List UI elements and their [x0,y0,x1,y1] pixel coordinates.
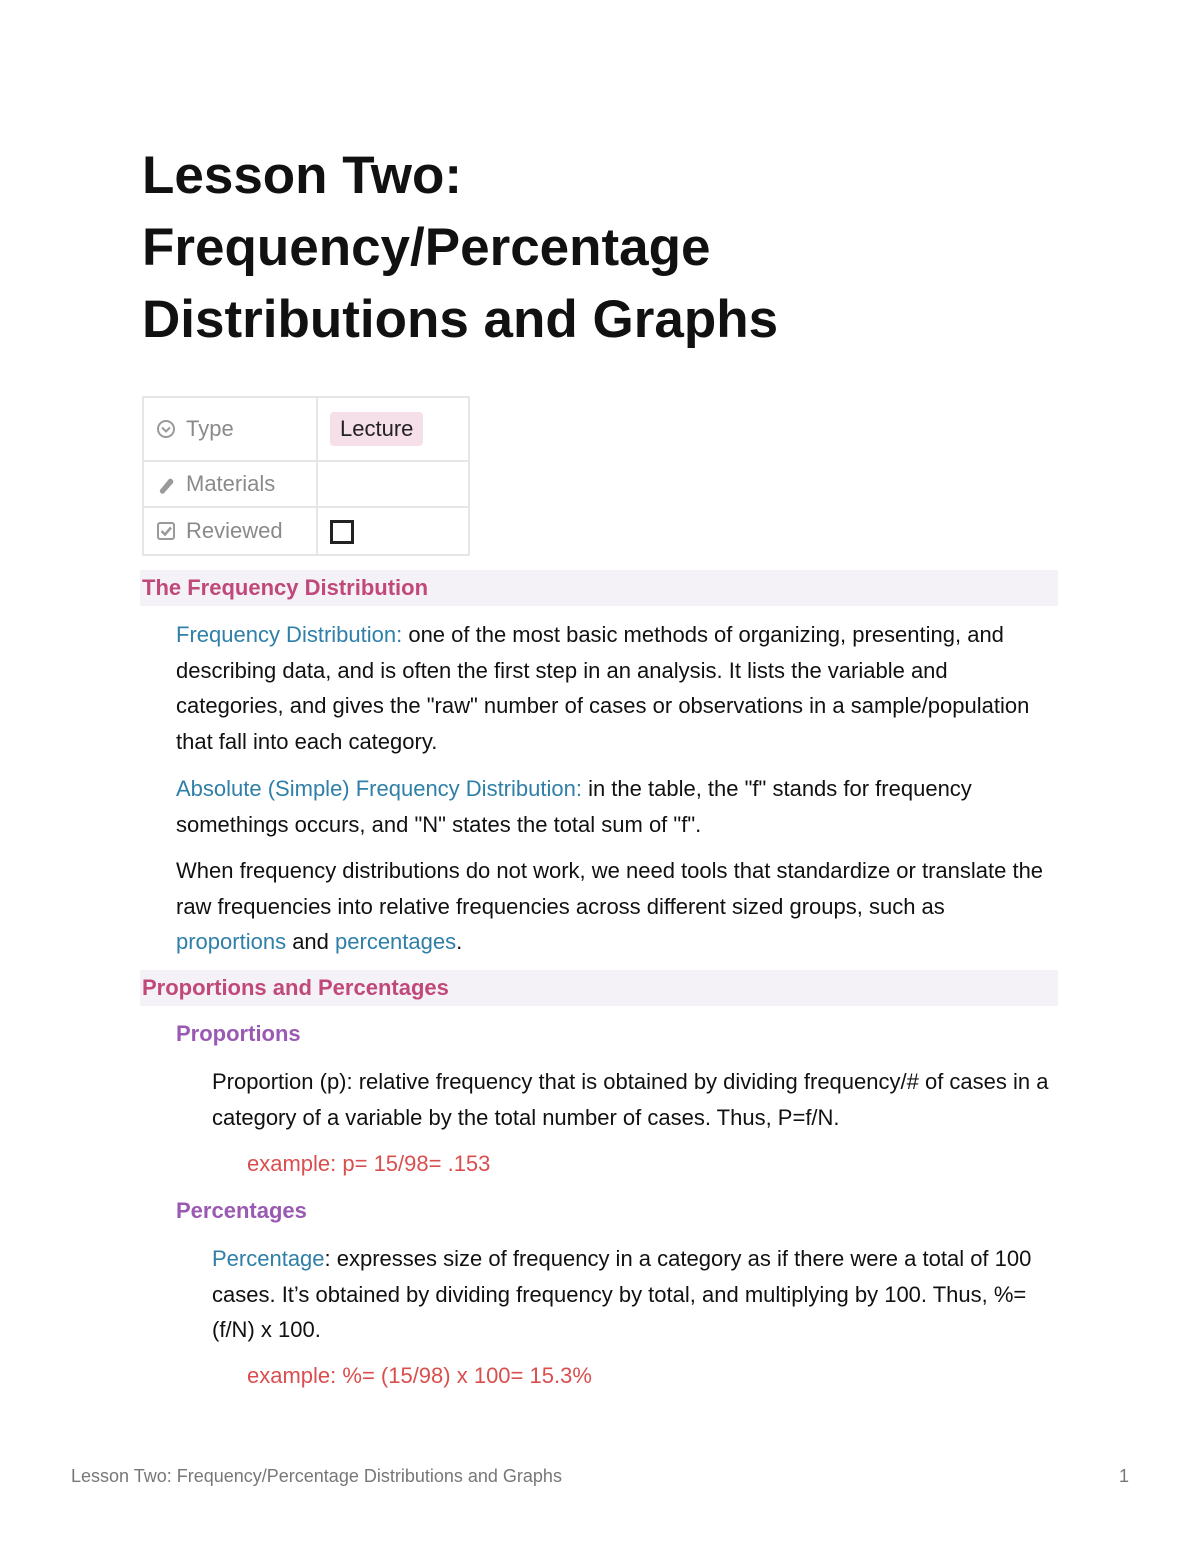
footer-page-number: 1 [1118,1466,1129,1486]
checkbox-property-icon [156,521,176,541]
property-row-materials [143,461,469,507]
property-row-type [143,397,469,461]
term-frequency-distribution: Frequency Distribution: [176,622,403,647]
reviewed-checkbox[interactable] [330,520,354,544]
term-percentages: percentages [335,929,457,954]
subheading-proportions: Proportions [176,1021,301,1046]
paragraph-absolute-frequency: Absolute (Simple) Frequency Distribution: in the table, the "f" stands for frequency somethings occurs, and "N" states the total sum of "f". [176,776,972,837]
term-percentage: Percentage [212,1246,325,1271]
subheading-percentages: Percentages [176,1198,307,1223]
properties-table [142,396,470,556]
property-row-reviewed [143,507,469,555]
term-absolute-frequency: Absolute (Simple) Frequency Distribution: [176,776,582,801]
select-circle-icon [156,419,176,439]
paragraph-standardize: When frequency distributions do not work, we need tools that standardize or translate the raw frequencies into relative frequencies across different sized groups, such as proportions and percentages. [176,858,1044,954]
property-key-materials: Materials [186,471,276,496]
title-line-2: Frequency/Percentage [142,218,711,277]
footer-title: Lesson Two: Frequency/Percentage Distributions and Graphs [71,1466,562,1486]
title-line-1: Lesson Two: [142,146,462,205]
type-tag[interactable]: Lecture [330,412,423,446]
example-proportion: example: p= 15/98= .153 [247,1151,491,1176]
paragraph-proportion: Proportion (p): relative frequency that is obtained by dividing frequency/# of cases in a category of a variable by the total number of cases. Thus, P=f/N. [212,1069,1049,1130]
paragraph-percentage: Percentage: expresses size of frequency in a category as if there were a total of 100 cases. It’s obtained by dividing frequency by total, and multiplying by 100. Thus, %= (f/N) x 100. [212,1246,1032,1342]
section-heading-proportions-percentages: Proportions and Percentages [140,970,1058,1006]
paragraph-frequency-distribution: Frequency Distribution: one of the most basic methods of organizing, presenting, and describing data, and is often the first step in an analysis. It lists the variable and categories, and gives the "raw" number of cases or observations in a sample/population that fall into each category. [176,622,1030,754]
materials-value[interactable] [317,461,469,507]
property-key-reviewed: Reviewed [186,518,283,543]
page-title [142,140,1042,356]
attachment-icon [156,474,176,494]
property-key-type: Type [186,416,234,441]
example-percentage: example: %= (15/98) x 100= 15.3% [247,1363,592,1388]
title-line-3: Distributions and Graphs [142,290,779,349]
section-heading-frequency-distribution: The Frequency Distribution [140,570,1058,606]
term-proportions: proportions [176,929,287,954]
